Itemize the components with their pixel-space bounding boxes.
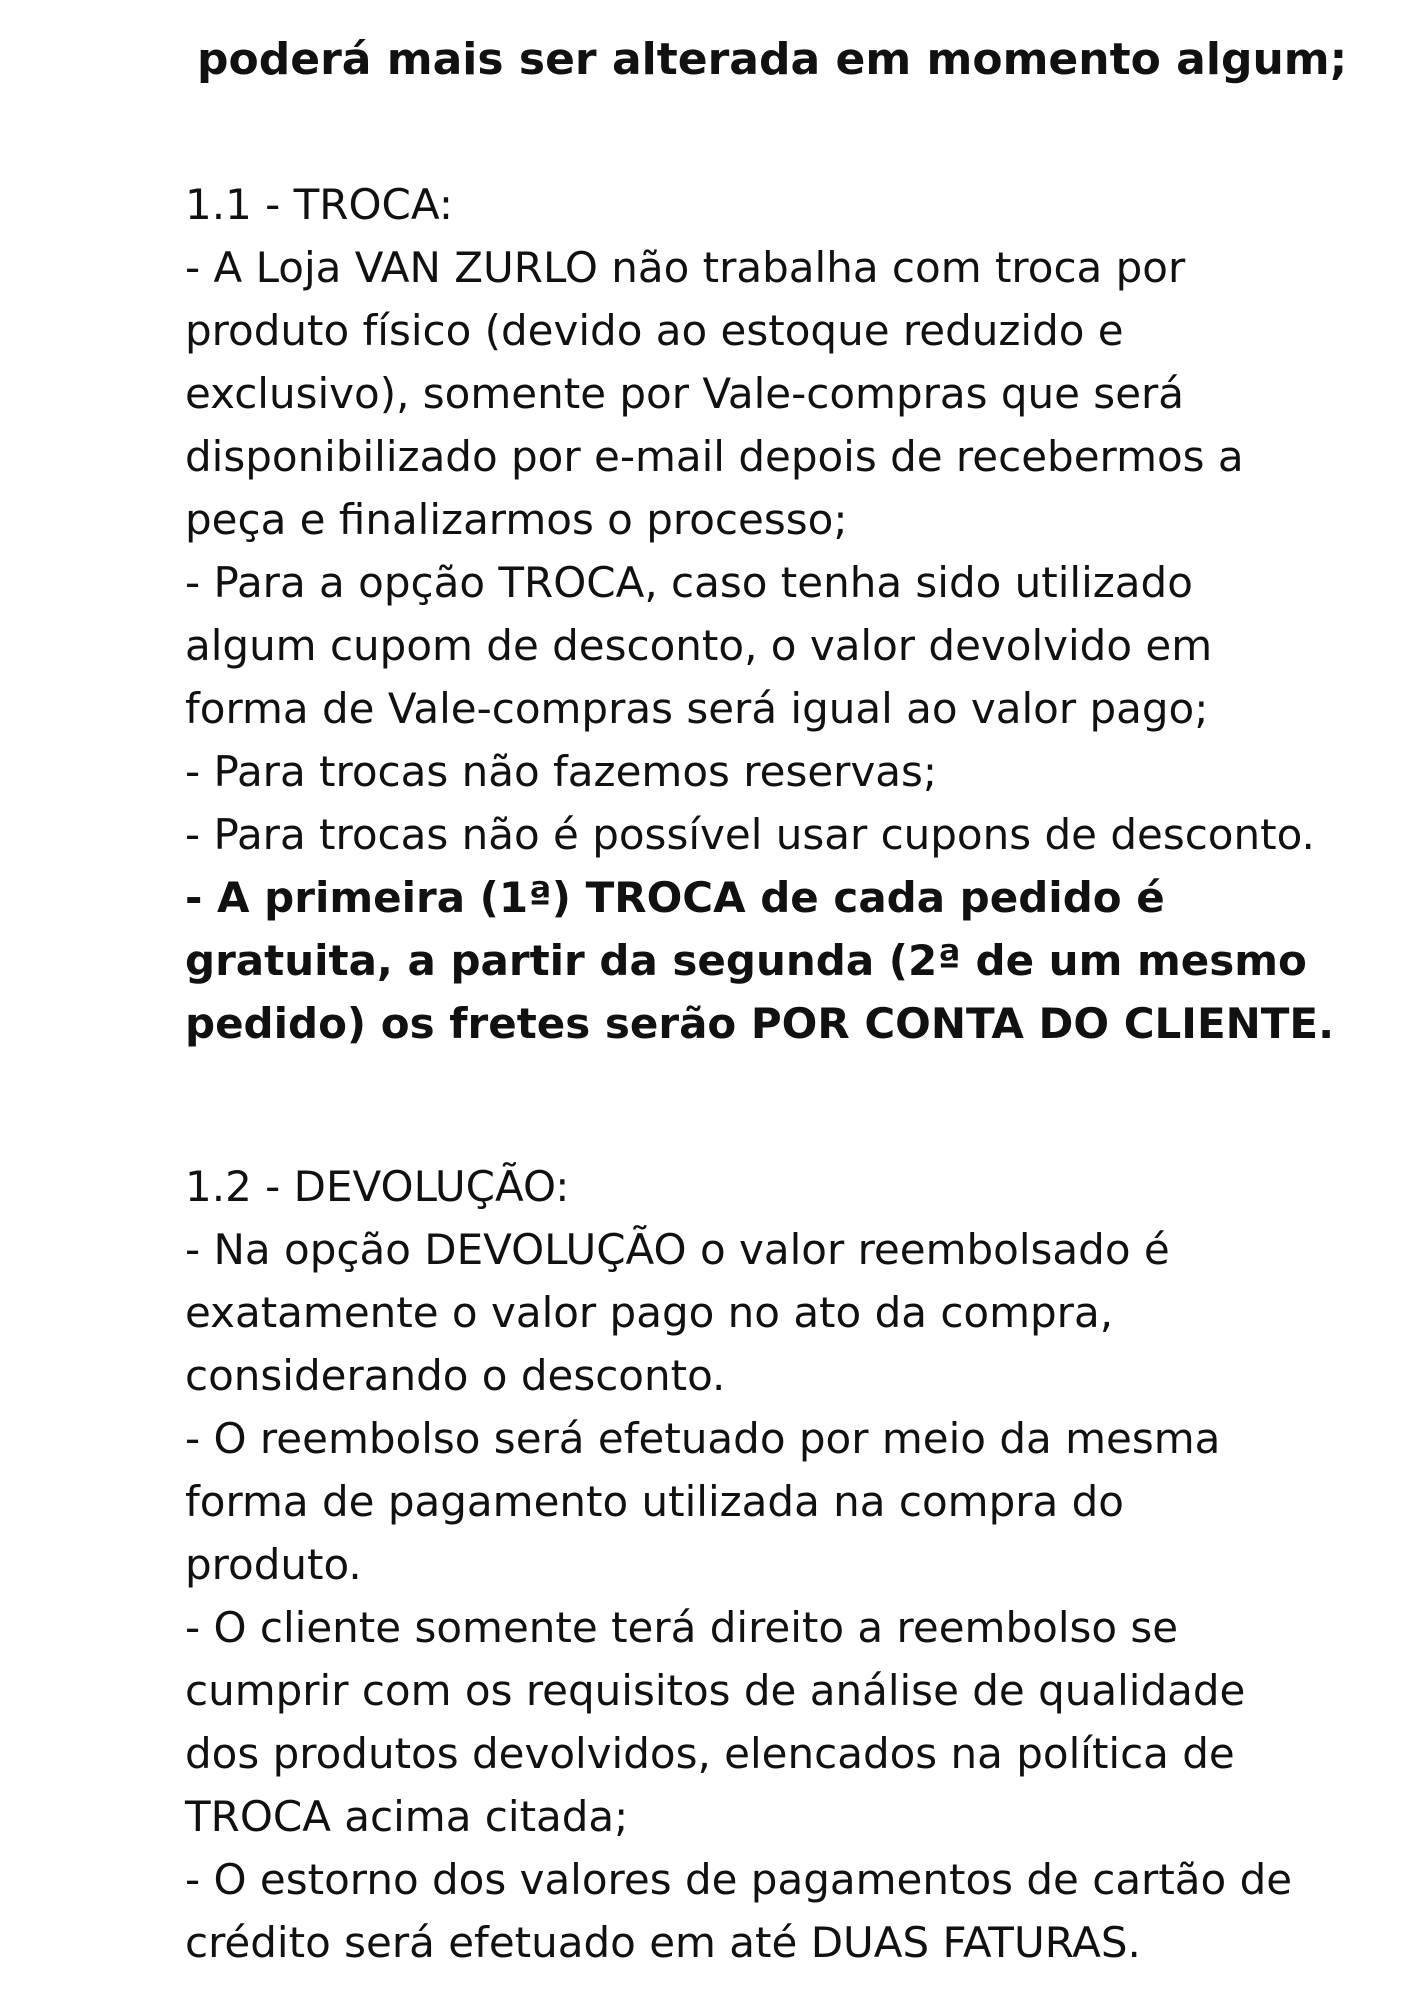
devolucao-text-line: - Na opção DEVOLUÇÃO o valor reembolsado é xyxy=(185,1225,1170,1274)
devolucao-text-line: - O reembolso será efetuado por meio da mesma xyxy=(185,1414,1221,1463)
troca-lines xyxy=(185,236,1335,1055)
devolucao-lines xyxy=(185,1218,1325,1974)
devolucao-text-line: - O estorno dos valores de pagamentos de cartão de xyxy=(185,1855,1293,1904)
devolucao-section xyxy=(185,1155,1325,1974)
troca-text-line: - Para trocas não é possível usar cupons de desconto. xyxy=(185,810,1315,859)
troca-text-line: - Para trocas não fazemos reservas; xyxy=(185,747,938,796)
troca-text-line: pedido) os fretes serão POR CONTA DO CLIENTE. xyxy=(185,999,1335,1048)
troca-text-line: - A Loja VAN ZURLO não trabalha com troca por xyxy=(185,243,1186,292)
devolucao-text-line: considerando o desconto. xyxy=(185,1351,726,1400)
troca-text-line: - Para a opção TROCA, caso tenha sido utilizado xyxy=(185,558,1193,607)
troca-text-line: disponibilizado por e-mail depois de recebermos a xyxy=(185,432,1244,481)
devolucao-text-line: exatamente o valor pago no ato da compra, xyxy=(185,1288,1114,1337)
devolucao-text-line: dos produtos devolvidos, elencados na política de xyxy=(185,1729,1235,1778)
devolucao-text-line: TROCA acima citada; xyxy=(185,1792,629,1841)
troca-text-line: exclusivo), somente por Vale-compras que será xyxy=(185,369,1185,418)
devolucao-text-line: cumprir com os requisitos de análise de qualidade xyxy=(185,1666,1246,1715)
troca-text-line: gratuita, a partir da segunda (2ª de um mesmo xyxy=(185,936,1307,985)
troca-text-line: - A primeira (1ª) TROCA de cada pedido é xyxy=(185,873,1165,922)
devolucao-text-line: produto. xyxy=(185,1540,362,1589)
troca-text-line: algum cupom de desconto, o valor devolvido em xyxy=(185,621,1213,670)
devolucao-text-line: forma de pagamento utilizada na compra do xyxy=(185,1477,1124,1526)
devolucao-text-line: - O cliente somente terá direito a reembolso se xyxy=(185,1603,1179,1652)
devolucao-heading: 1.2 - DEVOLUÇÃO: xyxy=(185,1162,570,1211)
devolucao-text-line: crédito será efetuado em até DUAS FATURAS. xyxy=(185,1918,1141,1967)
troca-section xyxy=(185,173,1335,1055)
troca-text-line: peça e finalizarmos o processo; xyxy=(185,495,848,544)
troca-heading: 1.1 - TROCA: xyxy=(185,180,454,229)
troca-text-line: produto físico (devido ao estoque reduzido e xyxy=(185,306,1124,355)
troca-text-line: forma de Vale-compras será igual ao valor pago; xyxy=(185,684,1209,733)
continued-text-line: poderá mais ser alterada em momento algum; xyxy=(197,34,1348,85)
